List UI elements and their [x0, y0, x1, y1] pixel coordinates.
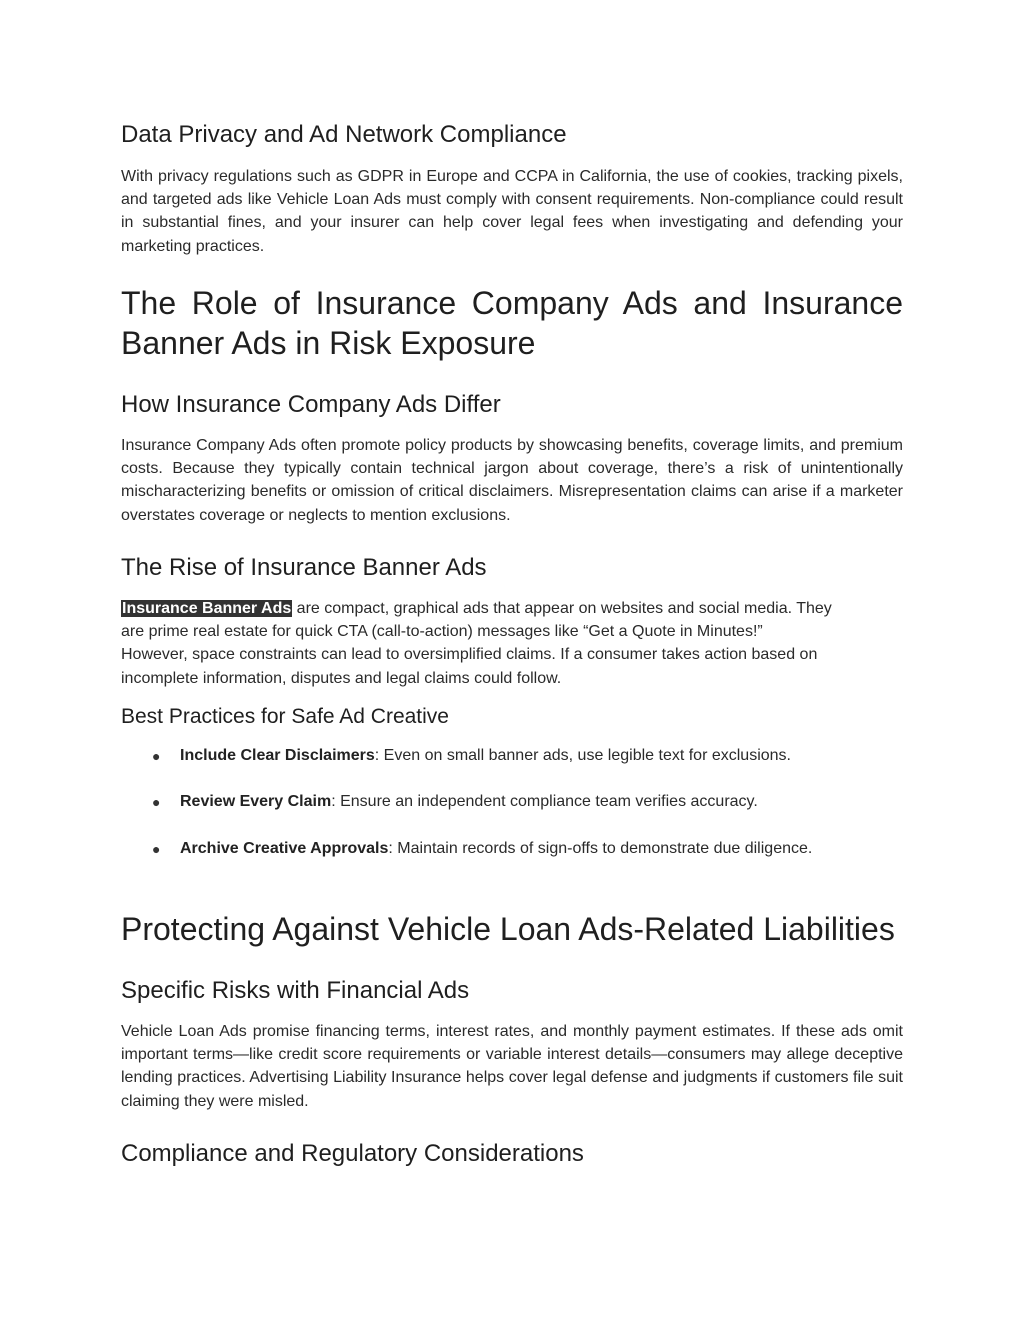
heading-best-practices: Best Practices for Safe Ad Creative: [121, 705, 449, 728]
list-item-desc: : Ensure an independent compliance team verifies accuracy.: [331, 793, 758, 810]
paragraph-data-privacy: With privacy regulations such as GDPR in Europe and CCPA in California, the use of cookies, tracking pixels, and targeted ads like Vehicle Loan Ads must comply with consent requirements. Non‑compliance could result in substantial fines, and your insurer can help cover legal fees when investigating and defending your marketing practices.: [121, 168, 903, 255]
highlighted-term: Insurance Banner Ads: [122, 600, 292, 617]
list-item-text: [180, 791, 758, 813]
paragraph-rise-banner: [121, 597, 903, 690]
list-item-title: Include Clear Disclaimers: [180, 747, 375, 764]
list-item-text: [180, 745, 791, 767]
paragraph-rise-banner-line-4: incomplete information, disputes and legal claims could follow.: [121, 669, 562, 687]
list-item-desc: : Maintain records of sign‑offs to demonstrate due diligence.: [388, 840, 813, 857]
paragraph-specific-risks: Vehicle Loan Ads promise financing terms, interest rates, and monthly payment estimates. If these ads omit important terms—like credit score requirements or variable interest details—consumers may allege deceptive lending practices. Advertising Liability Insurance helps cover legal defense and judgments if customers file suit claiming they were misled.: [121, 1023, 903, 1110]
paragraph-rise-banner-line-2: are prime real estate for quick CTA (call-to-action) messages like “Get a Quote in Minutes!”: [121, 623, 763, 641]
heading-compliance: Compliance and Regulatory Considerations: [121, 1140, 584, 1167]
heading-protecting: Protecting Against Vehicle Loan Ads‑Related Liabilities: [121, 911, 895, 947]
heading-data-privacy: Data Privacy and Ad Network Compliance: [121, 121, 567, 148]
list-item-desc: : Even on small banner ads, use legible text for exclusions.: [374, 747, 791, 764]
paragraph-rise-banner-line-1: [121, 597, 903, 620]
paragraph-how-differ: Insurance Company Ads often promote policy products by showcasing benefits, coverage limits, and premium costs. Because they typically contain technical jargon about coverage, there’s a risk of unintentionally mischaracterizing benefits or omission of critical disclaimers. Misrepresentation claims can arise if a marketer overstates coverage or neglects to mention exclusions.: [121, 437, 903, 524]
paragraph-rise-banner-text-1: are compact, graphical ads that appear on websites and social media. They: [292, 600, 832, 617]
heading-how-differ: How Insurance Company Ads Differ: [121, 391, 501, 418]
bullet-icon: ●: [152, 841, 161, 857]
paragraph-rise-banner-line-3: However, space constraints can lead to oversimplified claims. If a consumer takes action based on: [121, 646, 818, 664]
heading-specific-risks: Specific Risks with Financial Ads: [121, 977, 470, 1004]
heading-rise-banner: The Rise of Insurance Banner Ads: [121, 554, 487, 581]
list-item-title: Archive Creative Approvals: [180, 840, 389, 857]
list-item-title: Review Every Claim: [180, 793, 332, 810]
bullet-icon: ●: [152, 794, 161, 810]
bullet-icon: ●: [152, 748, 161, 764]
list-item-text: [180, 838, 812, 860]
heading-role-of-ads: The Role of Insurance Company Ads and Insurance Banner Ads in Risk Exposure: [121, 285, 903, 361]
